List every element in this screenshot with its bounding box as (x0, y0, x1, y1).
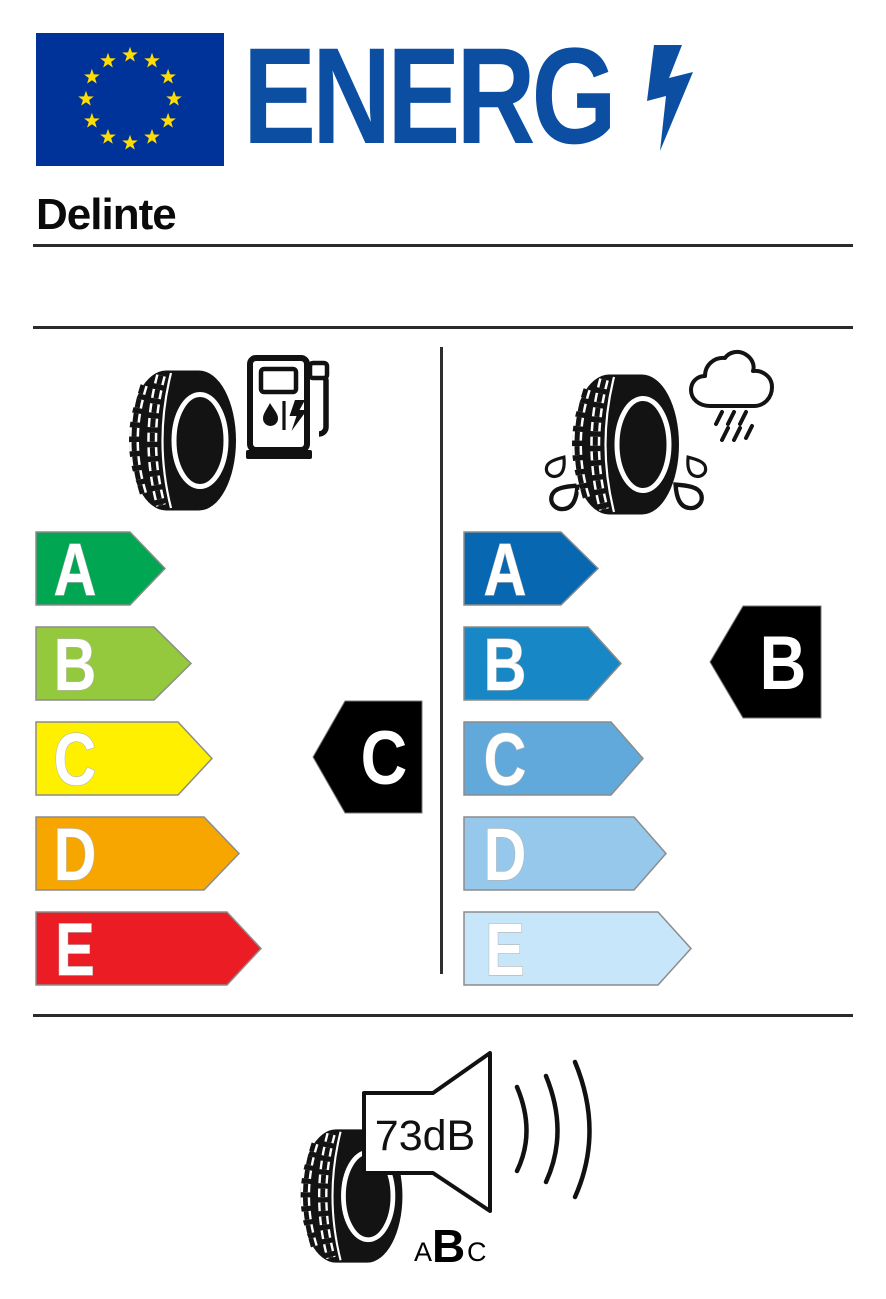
energ-logo-text: ENERG (243, 20, 613, 173)
class-letter: B (483, 623, 527, 707)
noise-section (290, 1045, 600, 1280)
divider-line (33, 1014, 853, 1017)
lightning-bolt-icon (636, 45, 700, 151)
divider-line (33, 326, 853, 329)
fuel-class-b-arrow (35, 623, 193, 707)
fuel-rating-selector (312, 700, 423, 814)
column-divider (440, 347, 443, 974)
brand-name: Delinte (36, 190, 176, 239)
wet-class-e-arrow (463, 908, 693, 992)
wet-rating-letter: B (759, 620, 807, 706)
noise-db-value: 73dB (374, 1112, 476, 1160)
noise-class-a: A (414, 1237, 433, 1267)
fuel-class-d-arrow (35, 813, 241, 897)
tire-icon (572, 375, 679, 515)
wet-class-d-arrow (463, 813, 668, 897)
tire-icon (129, 371, 236, 511)
class-letter: C (483, 718, 527, 802)
fuel-class-c-arrow (35, 718, 214, 802)
class-letter: B (53, 623, 97, 707)
fuel-pump-icon (246, 358, 327, 459)
wet-class-b-arrow (463, 623, 623, 707)
eu-flag (36, 33, 224, 166)
divider-line (33, 244, 853, 247)
rain-cloud-icon (691, 352, 772, 440)
wet-grip-icon (540, 345, 790, 525)
class-letter: A (483, 528, 527, 612)
fuel-class-a-arrow (35, 528, 167, 612)
noise-class-c: C (467, 1237, 487, 1267)
noise-class-b-selected: B (432, 1220, 466, 1272)
class-letter: D (483, 813, 527, 897)
wet-class-c-arrow (463, 718, 645, 802)
sound-waves-icon (517, 1062, 590, 1197)
class-letter: D (53, 813, 97, 897)
class-letter: E (485, 908, 525, 992)
class-letter: E (55, 908, 95, 992)
wet-rating-selector (709, 605, 822, 719)
class-letter: C (53, 718, 97, 802)
class-letter: A (53, 528, 97, 612)
fuel-efficiency-icon (120, 348, 360, 520)
fuel-class-e-arrow (35, 908, 263, 992)
fuel-rating-letter: C (360, 715, 408, 801)
wet-class-a-arrow (463, 528, 600, 612)
